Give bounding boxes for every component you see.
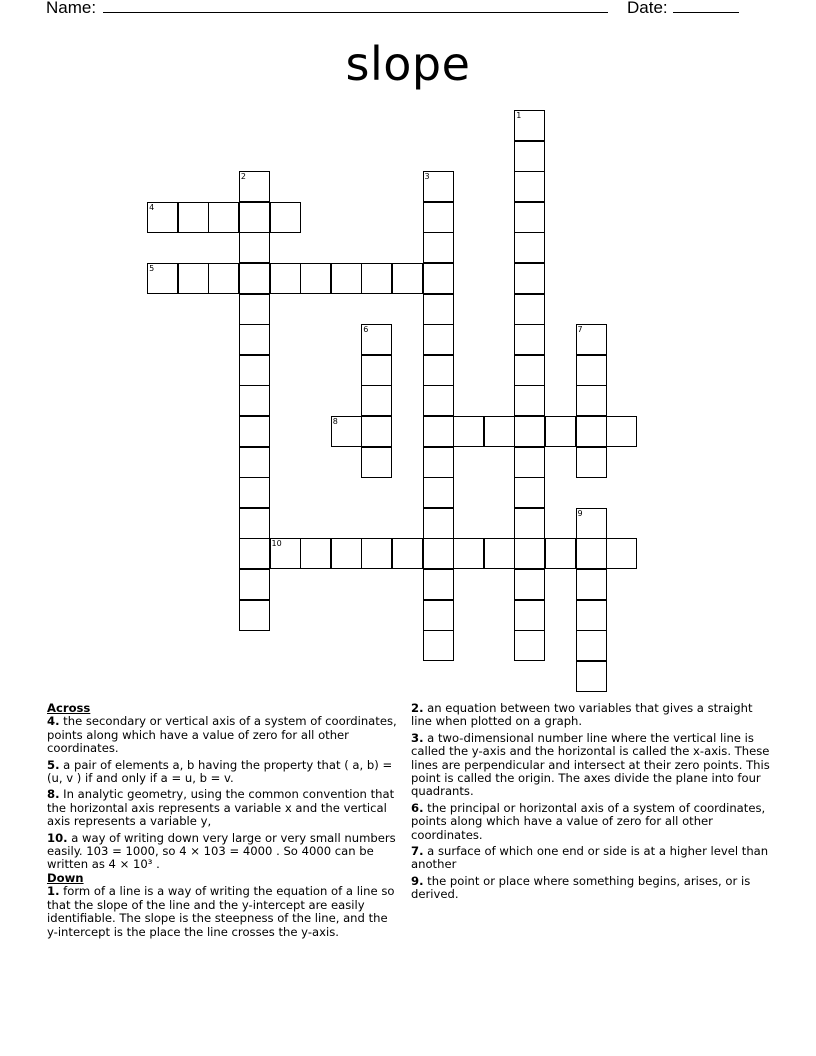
crossword-cell[interactable] <box>423 324 454 355</box>
crossword-cell[interactable] <box>423 508 454 539</box>
clue-number: 9. <box>411 873 424 888</box>
clue-number-label: 3 <box>424 172 430 182</box>
across-heading: Across <box>47 701 91 715</box>
crossword-cell[interactable] <box>514 232 545 263</box>
crossword-cell[interactable] <box>239 538 270 569</box>
across-clue-10 <box>47 832 397 872</box>
crossword-cell[interactable] <box>514 141 545 172</box>
clue-text: a way of writing down very large or very small numbers easily. 103 = 1000, so 4 × 103 = 4000 . So 4000 can be written as 4 × 10³ . <box>47 830 396 872</box>
crossword-cell[interactable] <box>423 447 454 478</box>
crossword-cell[interactable] <box>514 263 545 294</box>
clue-number: 8. <box>47 787 60 802</box>
crossword-cell[interactable] <box>239 600 270 631</box>
name-label: Name: <box>46 0 97 17</box>
crossword-cell[interactable] <box>606 416 637 447</box>
crossword-cell[interactable] <box>239 324 270 355</box>
clue-number-label: 1 <box>516 111 522 120</box>
crossword-cell[interactable] <box>514 324 545 355</box>
crossword-cell[interactable] <box>239 294 270 325</box>
crossword-cell[interactable] <box>423 600 454 631</box>
crossword-cell[interactable] <box>178 202 209 233</box>
clue-number-label: 2 <box>240 172 246 182</box>
crossword-cell[interactable] <box>239 569 270 600</box>
crossword-cell[interactable] <box>514 294 545 325</box>
crossword-cell[interactable] <box>178 263 209 294</box>
crossword-cell[interactable] <box>576 355 607 386</box>
crossword-cell[interactable] <box>300 538 331 569</box>
crossword-cell[interactable] <box>239 171 270 202</box>
clue-text: form of a line is a way of writing the equation of a line so that the slope of the line and the y-intercept are easily identifiable. The slope is the steepness of the line, and the y-intercept is the place the line crosses the y-axis. <box>47 884 395 939</box>
across-clue-4 <box>47 715 397 755</box>
crossword-cell[interactable] <box>423 385 454 416</box>
crossword-cell[interactable] <box>423 416 454 447</box>
clue-text: the secondary or vertical axis of a system of coordinates, points along which have a value of zero for all other coordinates. <box>47 714 397 756</box>
crossword-cell[interactable] <box>514 416 545 447</box>
crossword-cell[interactable] <box>239 263 270 294</box>
down-clue-7 <box>411 845 771 872</box>
crossword-cell[interactable] <box>270 202 301 233</box>
crossword-cell[interactable] <box>300 263 331 294</box>
clue-text: the point or place where something begins, arises, or is derived. <box>411 873 751 902</box>
crossword-cell[interactable] <box>270 263 301 294</box>
crossword-cell[interactable] <box>361 447 392 478</box>
crossword-cell[interactable] <box>239 202 270 233</box>
date-label: Date: <box>627 0 668 17</box>
crossword-cell[interactable] <box>423 569 454 600</box>
crossword-cell[interactable] <box>545 538 576 569</box>
crossword-cell[interactable] <box>361 416 392 447</box>
crossword-cell[interactable] <box>361 538 392 569</box>
clue-number: 4. <box>47 714 60 729</box>
crossword-cell[interactable] <box>392 263 423 294</box>
crossword-cell[interactable] <box>239 508 270 539</box>
crossword-cell[interactable] <box>423 538 454 569</box>
crossword-cell[interactable] <box>331 538 362 569</box>
across-clue-8 <box>47 788 397 828</box>
crossword-cell[interactable] <box>423 294 454 325</box>
clue-number-label: 5 <box>149 264 155 273</box>
crossword-cell[interactable] <box>576 661 607 692</box>
crossword-cell[interactable] <box>514 538 545 569</box>
crossword-cell[interactable] <box>514 385 545 416</box>
crossword-cell[interactable] <box>239 385 270 416</box>
crossword-cell[interactable] <box>423 232 454 263</box>
crossword-cell[interactable] <box>576 630 607 661</box>
crossword-cell[interactable] <box>545 416 576 447</box>
crossword-cell[interactable] <box>514 569 545 600</box>
crossword-cell[interactable] <box>361 385 392 416</box>
down-clue-9 <box>411 875 771 902</box>
clue-number-label: 10 <box>271 539 282 549</box>
crossword-cell[interactable] <box>576 600 607 631</box>
crossword-cell[interactable] <box>361 324 392 355</box>
clue-number-label: 4 <box>149 202 155 212</box>
crossword-cell[interactable] <box>514 110 545 141</box>
crossword-cell[interactable] <box>208 263 239 294</box>
crossword-cell[interactable] <box>423 202 454 233</box>
crossword-cell[interactable] <box>576 538 607 569</box>
crossword-cell[interactable] <box>606 538 637 569</box>
crossword-cell[interactable] <box>423 263 454 294</box>
clue-text: the principal or horizontal axis of a system of coordinates, points along which have a value of zero for all other coordinates. <box>411 800 766 842</box>
clue-number: 7. <box>411 844 424 859</box>
crossword-cell[interactable] <box>392 538 423 569</box>
clue-list <box>0 700 816 960</box>
crossword-cell[interactable] <box>514 447 545 478</box>
crossword-cell[interactable] <box>239 416 270 447</box>
crossword-cell[interactable] <box>514 355 545 386</box>
clue-number-label: 9 <box>577 508 583 518</box>
clue-text: a pair of elements a, b having the property that ( a, b) = (u, v ) if and only if a = u, b = v. <box>47 757 393 786</box>
crossword-cell[interactable] <box>484 538 515 569</box>
clue-number: 3. <box>411 730 424 745</box>
crossword-cell[interactable] <box>514 630 545 661</box>
crossword-cell[interactable] <box>208 202 239 233</box>
crossword-cell[interactable] <box>576 385 607 416</box>
across-clue-5 <box>47 759 397 786</box>
crossword-cell[interactable] <box>453 416 484 447</box>
down-heading: Down <box>47 870 84 885</box>
down-clue-6 <box>411 802 771 842</box>
clue-number: 10. <box>47 830 68 845</box>
crossword-cell[interactable] <box>576 508 607 539</box>
crossword-cell[interactable] <box>514 171 545 202</box>
crossword-cell[interactable] <box>147 263 178 294</box>
crossword-cell[interactable] <box>423 477 454 508</box>
crossword-cell[interactable] <box>423 355 454 386</box>
clue-text: In analytic geometry, using the common convention that the horizontal axis represents a variable x and the vertical axis represents a variable y, <box>47 787 395 829</box>
down-clue-2 <box>411 702 771 729</box>
crossword-cell[interactable] <box>453 538 484 569</box>
clue-number: 5. <box>47 757 60 772</box>
crossword-cell[interactable] <box>361 263 392 294</box>
crossword-cell[interactable] <box>331 263 362 294</box>
clue-number-label: 6 <box>363 325 369 335</box>
crossword-cell[interactable] <box>270 538 301 569</box>
clue-text: an equation between two variables that gives a straight line when plotted on a graph. <box>411 701 753 729</box>
clue-number-label: 8 <box>332 417 338 426</box>
down-clue-3 <box>411 732 771 799</box>
clue-number: 6. <box>411 800 424 815</box>
crossword-cell[interactable] <box>576 569 607 600</box>
clue-number-label: 7 <box>577 325 583 335</box>
crossword-cell[interactable] <box>361 355 392 386</box>
clue-text: a surface of which one end or side is at a higher level than another <box>411 844 769 872</box>
crossword-cell[interactable] <box>514 600 545 631</box>
crossword-cell[interactable] <box>423 630 454 661</box>
crossword-cell[interactable] <box>514 477 545 508</box>
crossword-cell[interactable] <box>147 202 178 233</box>
clue-number: 1. <box>47 884 60 899</box>
clue-column-right <box>411 702 771 905</box>
down-clue-1 <box>47 885 397 939</box>
crossword-cell[interactable] <box>239 447 270 478</box>
clue-column-left <box>47 702 397 942</box>
crossword-cell[interactable] <box>239 232 270 263</box>
crossword-cell[interactable] <box>331 416 362 447</box>
crossword-cell[interactable] <box>576 447 607 478</box>
crossword-cell[interactable] <box>514 508 545 539</box>
crossword-cell[interactable] <box>484 416 515 447</box>
crossword-cell[interactable] <box>239 355 270 386</box>
crossword-cell[interactable] <box>576 324 607 355</box>
crossword-cell[interactable] <box>514 202 545 233</box>
clue-number: 2. <box>411 701 424 715</box>
puzzle-title: slope <box>345 37 471 91</box>
crossword-cell[interactable] <box>423 171 454 202</box>
crossword-cell[interactable] <box>239 477 270 508</box>
clue-text: a two-dimensional number line where the vertical line is called the y-axis and the horizontal is called the x-axis. These lines are perpendicular and intersect at their zero points. This point is called the origin. The axes divide the plane into four quadrants. <box>411 730 770 799</box>
crossword-cell[interactable] <box>576 416 607 447</box>
